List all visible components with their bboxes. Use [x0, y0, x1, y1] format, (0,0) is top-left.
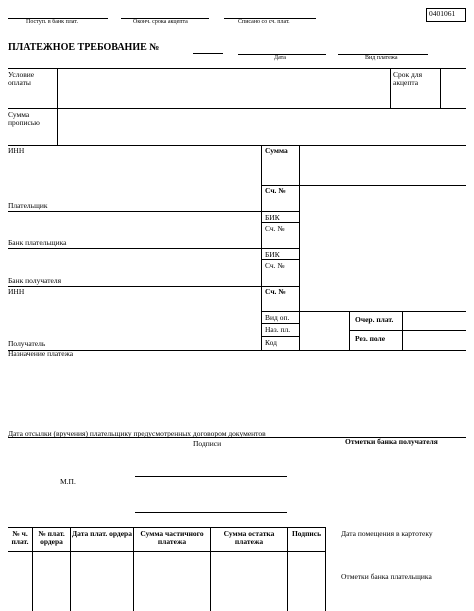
number-line — [193, 53, 223, 54]
acceptance-end-label: Оконч. срока акцепта — [133, 19, 188, 25]
amount-label: Сумма — [265, 146, 288, 155]
payer-account-label: Сч. № — [265, 186, 286, 195]
payee-account-field[interactable] — [300, 287, 466, 310]
recipient-bank-marks: Отметки банка получателя — [345, 437, 438, 446]
debited-label: Списано со сч. плат. — [238, 19, 290, 25]
signature-line-1[interactable] — [135, 476, 287, 477]
reserve-label: Рез. поле — [355, 334, 386, 343]
partial-table-col-6 — [325, 527, 326, 611]
form-code: 0401061 — [429, 9, 456, 18]
payment-condition-label: Условие оплаты — [8, 70, 35, 88]
stamp-label: М.П. — [60, 477, 76, 486]
acceptance-term-label: Срок для акцепта — [393, 70, 423, 88]
received-label: Поступ. в банк плат. — [26, 19, 78, 25]
payee-bank-bottom-line — [8, 286, 299, 287]
signature-line-2[interactable] — [135, 512, 287, 513]
amount-field[interactable] — [300, 146, 466, 184]
payer-label: Плательщик — [8, 201, 48, 210]
payee-inn-label: ИНН — [8, 287, 25, 296]
partial-table-header: Подпись — [291, 529, 322, 538]
purpose-field[interactable] — [8, 360, 466, 426]
payer-corr-account-label: Сч. № — [265, 224, 285, 233]
acceptance-term-divider — [390, 68, 391, 108]
purpose-code-label: Наз. пл. — [265, 325, 291, 334]
payer-account-field[interactable] — [300, 186, 466, 210]
payment-condition-field[interactable] — [58, 69, 389, 107]
payee-bottom-line — [8, 350, 466, 351]
partial-table-header: Сумма остатка платежа — [223, 529, 275, 547]
partial-table-col-2 — [70, 527, 71, 611]
date-label: Дата — [274, 55, 286, 61]
partial-table-col-5 — [287, 527, 288, 611]
payer-bank-bottom-line — [8, 248, 299, 249]
amount-words-label: Сумма прописью — [8, 110, 40, 128]
payer-bik-line — [261, 222, 299, 223]
partial-table-header: № плат. ордера — [38, 529, 65, 547]
payee-bik-label: БИК — [265, 250, 280, 259]
payment-type-label: Вид платежа — [365, 55, 398, 61]
payer-bank-label: Банк плательщика — [8, 238, 67, 247]
card-file-date-label: Дата помещения в картотеку — [341, 529, 433, 538]
priority-label: Очер. плат. — [355, 315, 394, 324]
payer-inn-label: ИНН — [8, 146, 25, 155]
payee-bank-label: Банк получателя — [8, 276, 62, 285]
partial-table-header: № ч. плат. — [11, 529, 29, 547]
page-title: ПЛАТЕЖНОЕ ТРЕБОВАНИЕ № — [8, 42, 160, 53]
acceptance-term-field[interactable] — [441, 69, 466, 107]
partial-table-top-line — [8, 527, 325, 528]
goods-date-label: Дата отсылки (вручения) плательщику предусмотренных договором документов — [8, 429, 266, 438]
code-label: Код — [265, 338, 277, 347]
amount-words-field[interactable] — [58, 109, 466, 144]
payee-label: Получатель — [8, 339, 46, 348]
partial-table-header: Сумма частичного платежа — [140, 529, 204, 547]
purpose-label: Назначение платежа — [8, 349, 74, 358]
payer-bottom-line — [8, 211, 299, 212]
partial-table-header-line — [8, 551, 325, 552]
signatures-label: Подписи — [193, 439, 222, 448]
payee-bik-line — [261, 259, 299, 260]
payer-bik-label: БИК — [265, 213, 280, 222]
payee-corr-account-label: Сч. № — [265, 261, 285, 270]
priority-field[interactable] — [403, 312, 466, 329]
op-type-line — [261, 323, 299, 324]
payee-account-label: Сч. № — [265, 287, 286, 296]
reserve-field[interactable] — [403, 331, 466, 349]
op-type-label: Вид оп. — [265, 313, 290, 322]
partial-table-header: Дата плат. ордера — [72, 529, 132, 538]
purpose-code-line — [261, 336, 299, 337]
payer-bank-marks: Отметки банка плательщика — [341, 572, 432, 581]
